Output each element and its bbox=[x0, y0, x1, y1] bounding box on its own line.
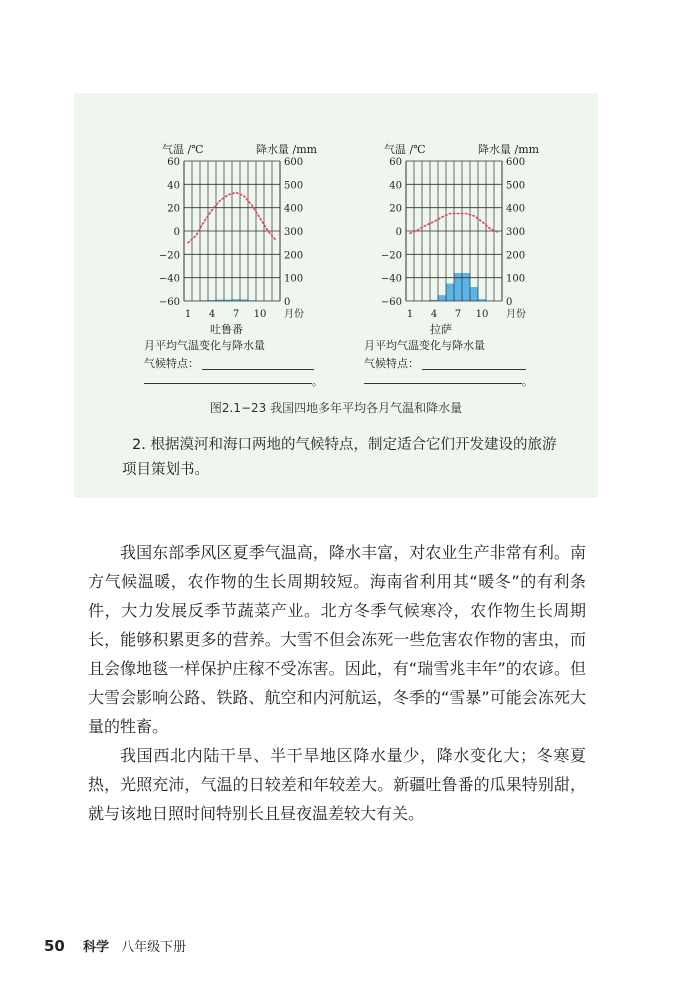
y-tick-label-left: −40 bbox=[158, 273, 180, 285]
x-tick-label: 10 bbox=[253, 309, 267, 320]
y-tick-label-left: 20 bbox=[389, 203, 402, 215]
y-axis-label-left: 气温 /℃ bbox=[162, 143, 204, 156]
y-tick-label-left: −40 bbox=[380, 273, 402, 285]
y-tick-label-left: −60 bbox=[158, 297, 180, 308]
exercise-panel bbox=[74, 93, 598, 498]
y-tick-label-left: 40 bbox=[389, 180, 402, 192]
body-text bbox=[88, 538, 586, 828]
climate-feature-label: 气候特点： bbox=[364, 357, 419, 370]
y-tick-label-right: 400 bbox=[506, 203, 526, 215]
y-tick-label-right: 600 bbox=[284, 157, 304, 168]
chart-svg bbox=[362, 141, 552, 331]
x-tick-label: 10 bbox=[475, 309, 489, 320]
y-tick-label-right: 500 bbox=[284, 180, 304, 192]
question-line: 2. 根据漠河和海口两地的气候特点，制定适合它们开发建设的旅游 bbox=[132, 437, 557, 453]
y-tick-label-right: 500 bbox=[506, 180, 526, 192]
x-tick-label: 1 bbox=[406, 309, 414, 320]
y-axis-label-right: 降水量 /mm bbox=[256, 143, 318, 156]
precip-bar bbox=[470, 287, 478, 301]
x-tick-label: 1 bbox=[184, 309, 192, 320]
y-tick-label-right: 200 bbox=[506, 250, 526, 262]
y-tick-label-left: 40 bbox=[167, 180, 180, 192]
chart-location-label: 拉萨 bbox=[430, 323, 452, 336]
figure-caption: 图2.1−23 我国四地多年平均各月气温和降水量 bbox=[209, 401, 463, 415]
y-tick-label-right: 300 bbox=[506, 227, 526, 238]
y-axis-label-right: 降水量 /mm bbox=[478, 143, 540, 156]
x-tick-label: 4 bbox=[208, 309, 216, 320]
climate-feature-label: 气候特点： bbox=[144, 357, 199, 370]
page-number: 50 bbox=[44, 937, 65, 955]
climate-chart-lhasa bbox=[362, 141, 552, 331]
climate-chart-turpan bbox=[140, 141, 330, 331]
chart-subtitle: 月平均气温变化与降水量 bbox=[364, 339, 485, 352]
x-tick-label: 4 bbox=[430, 309, 438, 320]
subject-name: 科学 bbox=[83, 940, 110, 955]
y-axis-label-left: 气温 /℃ bbox=[384, 143, 426, 156]
answer-blank-line[interactable] bbox=[364, 383, 522, 384]
x-tick-label: 月份 bbox=[284, 309, 304, 320]
exercise-question bbox=[122, 433, 572, 483]
precip-bar bbox=[446, 284, 454, 302]
y-tick-label-right: 100 bbox=[284, 273, 304, 285]
x-tick-label: 7 bbox=[232, 309, 240, 320]
chart-svg bbox=[140, 141, 330, 331]
y-tick-label-right: 0 bbox=[284, 297, 291, 308]
y-tick-label-left: 60 bbox=[167, 157, 180, 168]
period-mark: 。 bbox=[312, 375, 323, 388]
y-tick-label-right: 400 bbox=[284, 203, 304, 215]
y-tick-label-left: −20 bbox=[158, 250, 180, 262]
answer-blank-line[interactable] bbox=[144, 383, 312, 384]
page-footer bbox=[44, 936, 186, 955]
y-tick-label-right: 0 bbox=[506, 297, 513, 308]
question-line: 项目策划书。 bbox=[122, 462, 209, 478]
period-mark: 。 bbox=[522, 375, 533, 388]
y-tick-label-right: 100 bbox=[506, 273, 526, 285]
paragraph: 我国西北内陆干旱、半干旱地区降水量少，降水变化大；冬寒夏热，光照充沛，气温的日较差和年较差大。新疆吐鲁番的瓜果特别甜，就与该地日照时间特别长且昼夜温差较大有关。 bbox=[88, 746, 586, 823]
y-tick-label-left: 60 bbox=[389, 157, 402, 168]
answer-blank-line[interactable] bbox=[202, 369, 314, 370]
chart-subtitle: 月平均气温变化与降水量 bbox=[144, 339, 265, 352]
precip-bar bbox=[462, 273, 470, 301]
y-tick-label-left: 0 bbox=[395, 227, 402, 238]
y-tick-label-right: 200 bbox=[284, 250, 304, 262]
chart-location-label: 吐鲁番 bbox=[210, 323, 243, 336]
precip-bar bbox=[454, 273, 462, 301]
precip-bar bbox=[438, 295, 446, 301]
y-tick-label-left: 0 bbox=[173, 227, 180, 238]
y-tick-label-right: 600 bbox=[506, 157, 526, 168]
grade-name: 八年级下册 bbox=[121, 940, 187, 955]
y-tick-label-right: 300 bbox=[284, 227, 304, 238]
x-tick-label: 月份 bbox=[506, 309, 526, 320]
y-tick-label-left: −20 bbox=[380, 250, 402, 262]
paragraph: 我国东部季风区夏季气温高，降水丰富，对农业生产非常有利。南方气候温暖，农作物的生长周期较短。海南省利用其“暖冬”的有利条件，大力发展反季节蔬菜产业。北方冬季气候寒冷，农作物生长周期长，能够积累更多的营养。大雪不但会冻死一些危害农作物的害虫，而且会像地毯一样保护庄稼不受冻害。因此，有“瑞雪兆丰年”的农谚。但大雪会影响公路、铁路、航空和内河航运，冬季的“雪暴”可能会冻死大量的牲畜。 bbox=[88, 543, 586, 736]
y-tick-label-left: −60 bbox=[380, 297, 402, 308]
y-tick-label-left: 20 bbox=[167, 203, 180, 215]
x-tick-label: 7 bbox=[454, 309, 462, 320]
answer-blank-line[interactable] bbox=[422, 369, 526, 370]
